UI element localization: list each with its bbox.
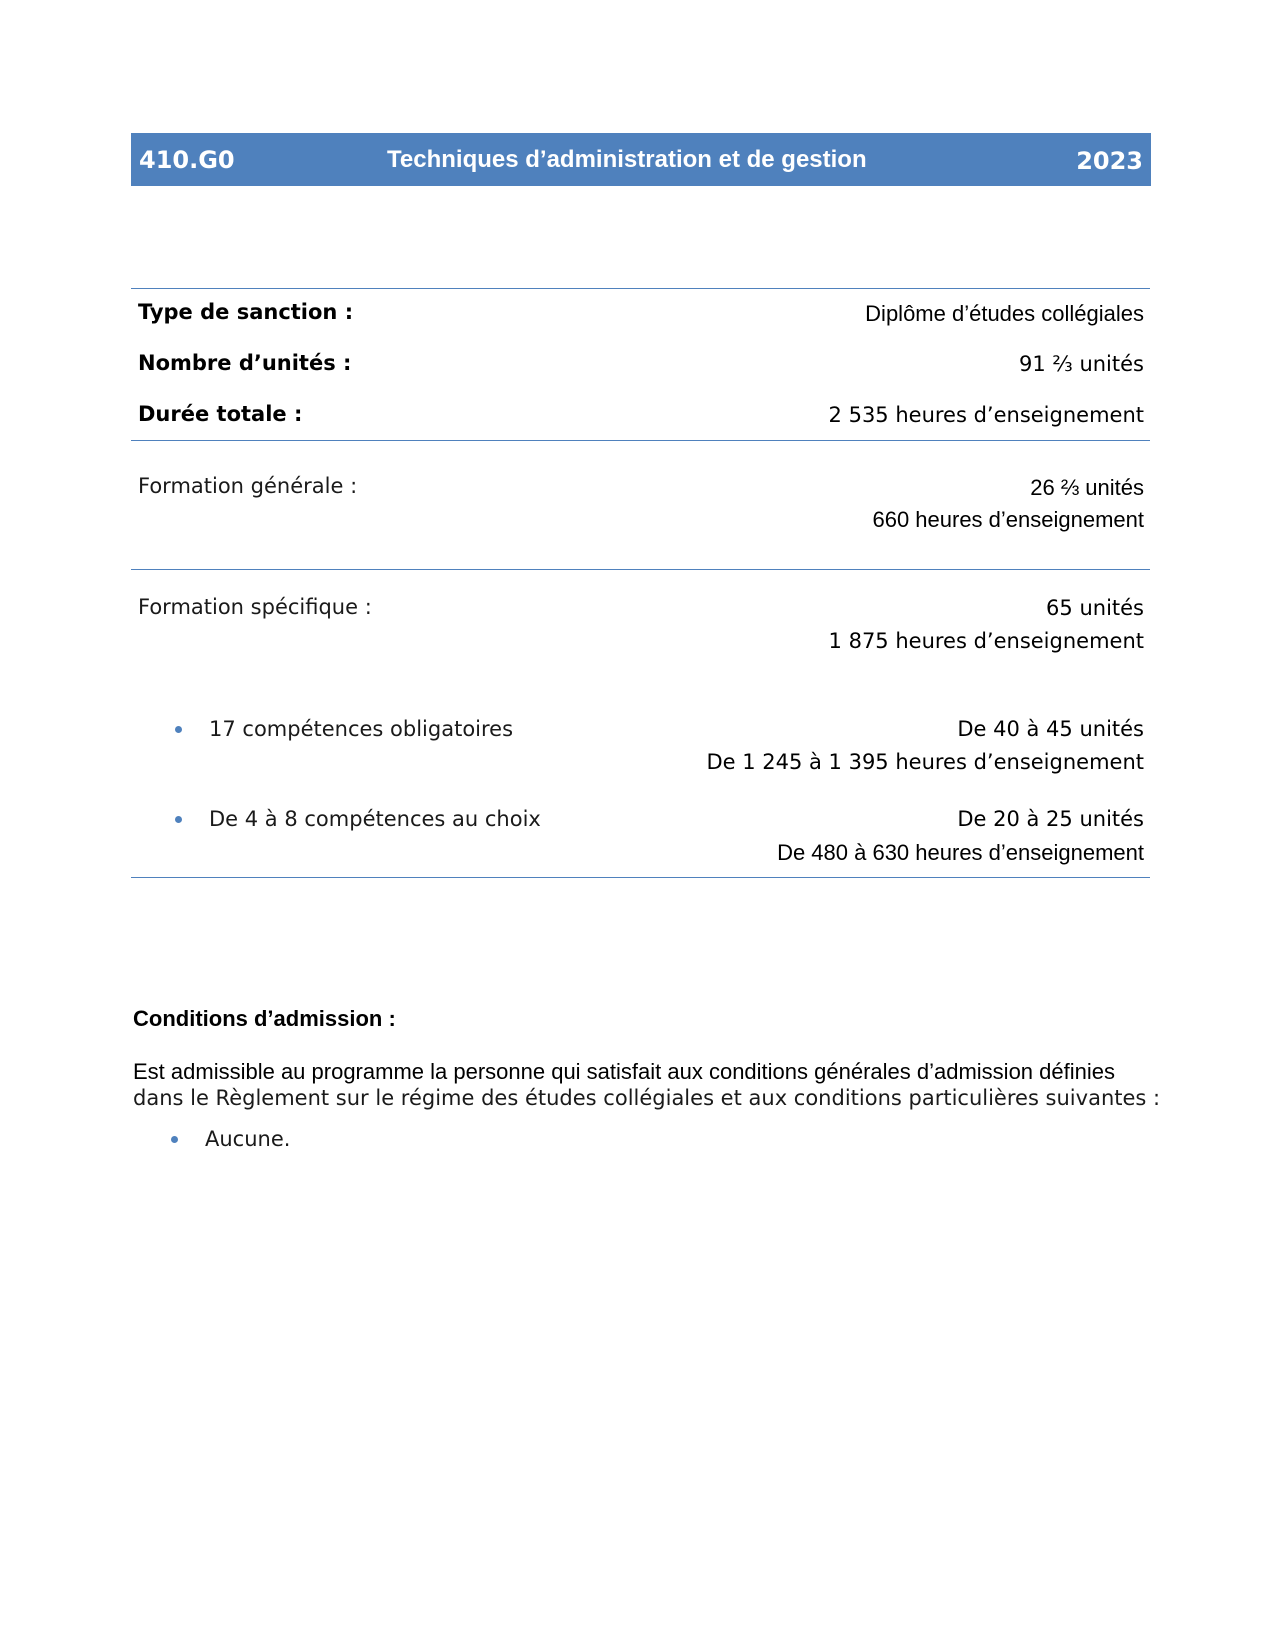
specific-item-hours: De 480 à 630 heures d’enseignement — [777, 840, 1144, 865]
bullet-icon — [175, 726, 182, 733]
program-header — [131, 133, 1151, 186]
bullet-icon — [175, 816, 182, 823]
general-hours: 660 heures d’enseignement — [872, 507, 1144, 532]
units-label: Nombre d’unités : — [138, 351, 352, 375]
divider — [131, 440, 1150, 441]
program-title: Techniques d’administration et de gestion — [387, 146, 867, 173]
specific-units: 65 unités — [1046, 596, 1144, 620]
sanction-value: Diplôme d’études collégiales — [865, 301, 1144, 326]
admission-bullet: Aucune. — [205, 1127, 291, 1151]
divider — [131, 569, 1150, 570]
specific-item-hours: De 1 245 à 1 395 heures d’enseignement — [706, 750, 1144, 774]
specific-item-label: De 4 à 8 compétences au choix — [209, 807, 541, 831]
units-value: 91 ⅔ unités — [1019, 352, 1144, 376]
general-label: Formation générale : — [138, 474, 358, 498]
duration-label: Durée totale : — [138, 402, 303, 426]
specific-item-units: De 40 à 45 unités — [957, 717, 1144, 741]
specific-item-label: 17 compétences obligatoires — [209, 717, 514, 741]
admission-text-line2: dans le Règlement sur le régime des études collégiales et aux conditions particulières suivantes : — [133, 1086, 1161, 1110]
program-year: 2023 — [1076, 147, 1143, 175]
general-units: 26 ⅔ unités — [1030, 475, 1144, 500]
bullet-icon — [171, 1136, 178, 1143]
specific-hours: 1 875 heures d’enseignement — [828, 629, 1144, 653]
program-code: 410.G0 — [139, 146, 235, 174]
admission-title: Conditions d’admission : — [133, 1006, 396, 1031]
specific-item-units: De 20 à 25 unités — [957, 807, 1144, 831]
divider — [131, 877, 1150, 878]
sanction-label: Type de sanction : — [138, 300, 354, 324]
divider — [131, 288, 1150, 289]
specific-label: Formation spécifique : — [138, 595, 372, 619]
duration-value: 2 535 heures d’enseignement — [828, 403, 1144, 427]
admission-text-line1: Est admissible au programme la personne qui satisfait aux conditions générales d’admission définies — [133, 1059, 1115, 1084]
